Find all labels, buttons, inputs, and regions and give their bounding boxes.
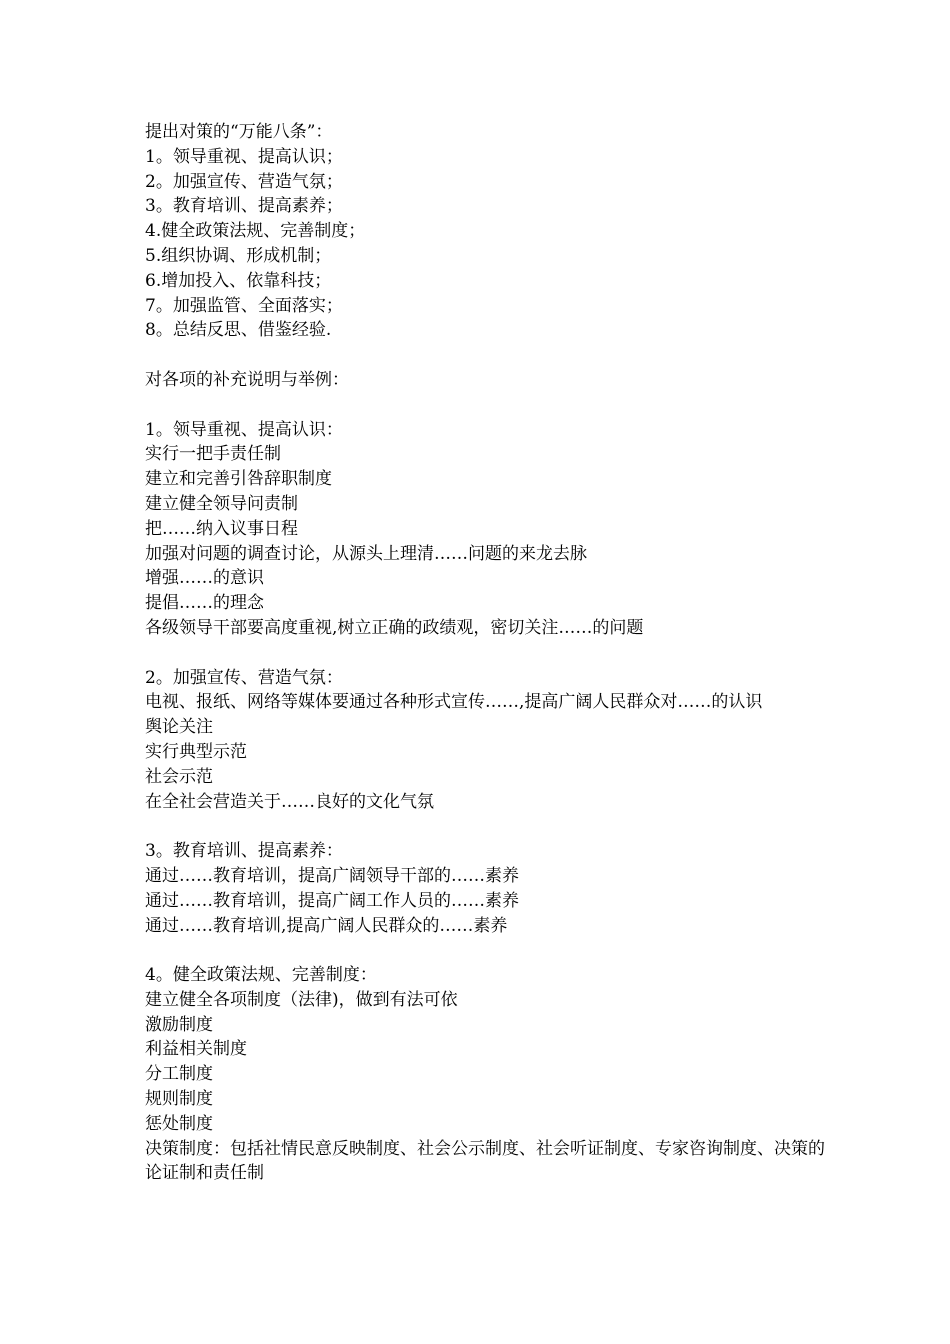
intro-item: 7。加强监管、全面落实； xyxy=(145,295,343,316)
spacer xyxy=(145,641,825,666)
section-line: 各级领导干部要高度重视,树立正确的政绩观，密切关注……的问题 xyxy=(145,617,644,638)
section-line: 通过……教育培训，提高广阔领导干部的……素养 xyxy=(145,865,519,886)
section-line: 把……纳入议事日程 xyxy=(145,518,298,539)
section-line: 惩处制度 xyxy=(145,1113,213,1134)
section-line: 通过……教育培训,提高广阔人民群众的……素养 xyxy=(145,915,508,936)
section-line: 规则制度 xyxy=(145,1089,213,1110)
section-line: 增强……的意识 xyxy=(145,568,264,589)
section-line: 实行一把手责任制 xyxy=(145,444,281,465)
section-line: 社会示范 xyxy=(145,766,213,787)
supplement-heading: 对各项的补充说明与举例： xyxy=(145,369,349,390)
spacer xyxy=(145,343,825,368)
spacer xyxy=(145,393,825,418)
section-title: 4。健全政策法规、完善制度： xyxy=(145,965,377,986)
section-line: 建立健全领导问责制 xyxy=(145,493,298,514)
intro-item: 1。领导重视、提高认识； xyxy=(145,146,343,167)
intro-item: 2。加强宣传、营造气氛； xyxy=(145,171,343,192)
intro-item: 8。总结反思、借鉴经验. xyxy=(145,320,332,341)
section-title: 2。加强宣传、营造气氛： xyxy=(145,667,343,688)
section-line: 通过……教育培训，提高广阔工作人员的……素养 xyxy=(145,890,519,911)
section-line: 电视、报纸、网络等媒体要通过各种形式宣传……,提高广阔人民群众对……的认识 xyxy=(145,692,763,713)
intro-item: 3。教育培训、提高素养； xyxy=(145,196,343,217)
section-title: 3。教育培训、提高素养： xyxy=(145,841,343,862)
section-line: 加强对问题的调查讨论，从源头上理清……问题的来龙去脉 xyxy=(145,543,587,564)
spacer xyxy=(145,938,825,963)
section-line: 激励制度 xyxy=(145,1014,213,1035)
intro-item: 6.增加投入、依靠科技； xyxy=(145,270,332,291)
section-line: 决策制度：包括社情民意反映制度、社会公示制度、社会听证制度、专家咨询制度、决策的论证制和责任制 xyxy=(145,1138,825,1184)
section-line: 在全社会营造关于……良好的文化气氛 xyxy=(145,791,434,812)
section-line: 利益相关制度 xyxy=(145,1039,247,1060)
document-page xyxy=(145,120,825,1186)
section-line: 舆论关注 xyxy=(145,717,213,738)
spacer xyxy=(145,814,825,839)
section-line: 提倡……的理念 xyxy=(145,593,264,614)
intro-heading: 提出对策的“万能八条”： xyxy=(145,122,333,142)
section-line: 分工制度 xyxy=(145,1064,213,1085)
section-line: 建立和完善引咎辞职制度 xyxy=(145,469,332,490)
intro-item: 4.健全政策法规、完善制度； xyxy=(145,221,366,242)
section-title: 1。领导重视、提高认识： xyxy=(145,419,343,440)
section-line: 实行典型示范 xyxy=(145,741,247,762)
section-line: 建立健全各项制度（法律)，做到有法可依 xyxy=(145,989,458,1010)
intro-item: 5.组织协调、形成机制； xyxy=(145,245,332,266)
